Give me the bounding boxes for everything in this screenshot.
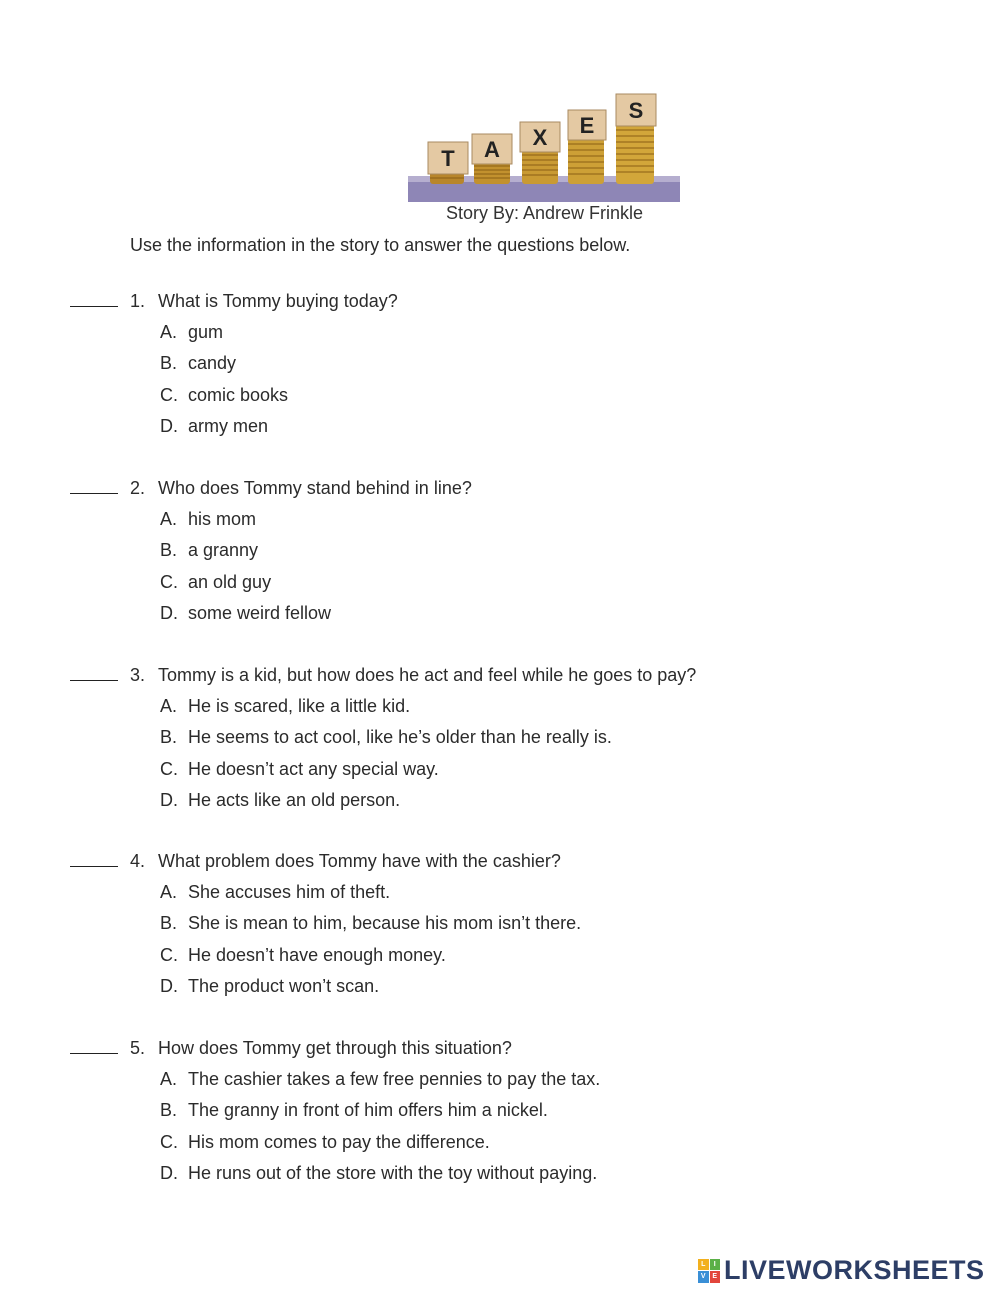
question-text: What is Tommy buying today? — [158, 291, 398, 311]
answer-option — [160, 1069, 850, 1100]
answer-option — [160, 976, 850, 1007]
svg-text:X: X — [532, 125, 548, 150]
question-number: 2. — [130, 478, 146, 498]
question-line — [70, 1038, 850, 1069]
coin-stack-5 — [616, 124, 654, 184]
option-letter: D. — [160, 1162, 178, 1183]
option-letter: C. — [160, 944, 178, 965]
letter-block-t — [428, 142, 468, 174]
question-line — [70, 291, 850, 322]
svg-text:S: S — [628, 98, 644, 123]
svg-text:E: E — [579, 113, 595, 138]
answer-blank[interactable] — [70, 479, 118, 494]
question-line — [70, 851, 850, 882]
option-text: He is scared, like a little kid. — [188, 696, 411, 716]
answer-option — [160, 572, 850, 603]
liveworksheets-logo — [698, 1255, 985, 1286]
option-letter: C. — [160, 1131, 178, 1152]
option-letter: D. — [160, 415, 178, 436]
question-line — [70, 665, 850, 696]
answer-option — [160, 385, 850, 416]
option-text: He runs out of the store with the toy without paying. — [188, 1162, 598, 1183]
answer-option — [160, 727, 850, 758]
option-text: candy — [188, 353, 237, 374]
option-text: army men — [188, 415, 269, 436]
option-text: The product won’t scan. — [188, 975, 380, 996]
answer-option — [160, 540, 850, 571]
story-byline: Story By: Andrew Frinkle — [446, 203, 644, 223]
answer-blank[interactable] — [70, 1039, 118, 1054]
option-text: He seems to act cool, like he’s older than he really is. — [188, 727, 612, 748]
option-text: gum — [188, 322, 224, 342]
answer-option — [160, 1132, 850, 1163]
answer-option — [160, 509, 850, 540]
option-letter: B. — [160, 1100, 178, 1121]
answer-blank[interactable] — [70, 852, 118, 867]
letter-block-x — [520, 122, 560, 152]
option-text: He doesn’t have enough money. — [188, 944, 446, 965]
option-letter: D. — [160, 975, 178, 996]
option-letter: A. — [160, 322, 178, 342]
option-letter: C. — [160, 384, 178, 405]
answer-option — [160, 1100, 850, 1131]
option-text: an old guy — [188, 571, 272, 592]
question-4 — [70, 851, 850, 1007]
answer-option — [160, 790, 850, 821]
option-letter: A. — [160, 882, 178, 902]
question-number: 3. — [130, 665, 146, 685]
answer-option — [160, 913, 850, 944]
question-number: 1. — [130, 291, 146, 311]
answer-option — [160, 1163, 850, 1194]
question-text: How does Tommy get through this situation? — [158, 1038, 512, 1058]
option-letter: A. — [160, 509, 178, 529]
question-3 — [70, 665, 850, 821]
question-number: 4. — [130, 851, 146, 871]
option-letter: B. — [160, 913, 178, 934]
option-letter: B. — [160, 353, 178, 374]
option-text: He acts like an old person. — [188, 789, 401, 810]
option-letter: B. — [160, 540, 178, 561]
svg-text:T: T — [441, 146, 455, 171]
option-text: a granny — [188, 540, 259, 561]
option-text: his mom — [188, 509, 257, 529]
answer-option — [160, 322, 850, 353]
taxes-title-image — [408, 90, 680, 202]
logo-text: LIVEWORKSHEETS — [724, 1255, 985, 1285]
option-text: comic books — [188, 384, 289, 405]
answer-option — [160, 945, 850, 976]
option-text: His mom comes to pay the difference. — [188, 1131, 490, 1152]
answer-option — [160, 353, 850, 384]
svg-text:A: A — [484, 137, 500, 162]
instructions: Use the information in the story to answer the questions below. — [130, 235, 631, 255]
letter-block-a — [472, 134, 512, 164]
option-text: The cashier takes a few free pennies to pay the tax. — [188, 1069, 601, 1089]
answer-blank[interactable] — [70, 292, 118, 307]
option-text: The granny in front of him offers him a nickel. — [188, 1100, 548, 1121]
letter-block-s — [616, 94, 656, 126]
coin-stack-4 — [568, 138, 604, 184]
option-letter: D. — [160, 602, 178, 623]
answer-option — [160, 416, 850, 447]
letter-block-e — [568, 110, 606, 140]
question-text: What problem does Tommy have with the cashier? — [158, 851, 561, 871]
answer-option — [160, 882, 850, 913]
answer-option — [160, 759, 850, 790]
option-text: She is mean to him, because his mom isn’t there. — [188, 913, 582, 934]
question-text: Who does Tommy stand behind in line? — [158, 478, 472, 498]
answer-blank[interactable] — [70, 666, 118, 681]
question-line — [70, 478, 850, 509]
option-text: She accuses him of theft. — [188, 882, 391, 902]
logo-icon: L I V E — [698, 1259, 720, 1283]
question-2 — [70, 478, 850, 634]
option-letter: D. — [160, 789, 178, 810]
option-text: some weird fellow — [188, 602, 332, 623]
coin-stack-2 — [474, 162, 510, 184]
question-number: 5. — [130, 1038, 146, 1058]
answer-option — [160, 696, 850, 727]
option-letter: A. — [160, 1069, 178, 1089]
question-1 — [70, 291, 850, 447]
option-letter: C. — [160, 571, 178, 592]
option-letter: C. — [160, 758, 178, 779]
coin-stack-3 — [522, 150, 558, 184]
option-letter: B. — [160, 727, 178, 748]
question-text: Tommy is a kid, but how does he act and feel while he goes to pay? — [158, 665, 697, 685]
question-5 — [70, 1038, 850, 1194]
option-text: He doesn’t act any special way. — [188, 758, 439, 779]
answer-option — [160, 603, 850, 634]
option-letter: A. — [160, 696, 178, 716]
